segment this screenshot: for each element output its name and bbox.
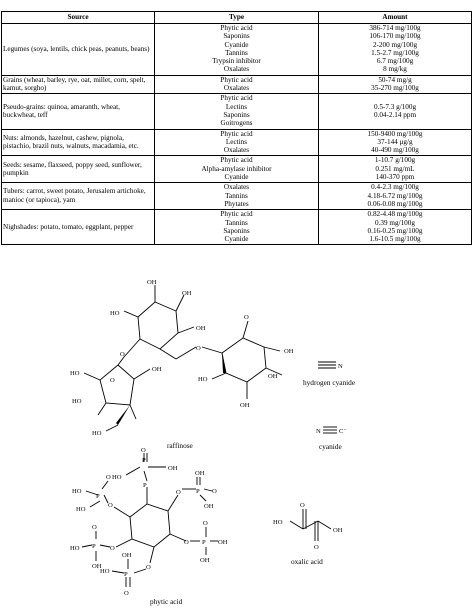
phytic-oh-4: OH (218, 539, 228, 546)
phytic-oh-7: OH (92, 563, 102, 570)
amount-line: 0.04-2.14 ppm (373, 110, 417, 119)
source-cell (2, 129, 155, 156)
phytic-o-9: O (92, 524, 97, 531)
source-text: Tubers: carrot, sweet potato, Jerusalem artichoke, manioc (or tapioca), yam (3, 187, 146, 204)
source-text: Grains (wheat, barley, rye, oat, millet, corn, spelt, kamut, sorgho) (3, 75, 146, 93)
table-row (2, 94, 472, 129)
phytic-o-3: O (212, 488, 217, 495)
type-line: Saponins (223, 226, 250, 235)
type-line: Oxalates (223, 65, 250, 74)
oxalic-ho: HO (273, 519, 283, 526)
raffinose-oh-9: OH (152, 366, 162, 373)
phytic-ho-1: HO (112, 474, 122, 481)
type-cell (155, 75, 319, 94)
amount-line: 0.251 mg/mL (375, 164, 415, 173)
phytic-p-2: P (196, 488, 200, 495)
phytic-p-6: P (96, 493, 100, 500)
raffinose-ho-6: HO (198, 376, 208, 383)
phytic-o-10: O (108, 502, 113, 509)
raffinose-oh-8: OH (268, 373, 278, 380)
amount-cell (319, 94, 472, 129)
source-text: Legumes (soya, lentils, chick peas, peanuts, beans) (3, 44, 150, 53)
phytic-p-top: P (142, 457, 146, 464)
amount-cell (319, 75, 472, 94)
raffinose-ho-2: HO (110, 310, 120, 317)
type-line: Phytic acid (220, 24, 253, 32)
type-line: Alpha-amylase inhibitor (201, 164, 272, 173)
type-line: Phytic acid (220, 94, 253, 103)
amount-line: 1.6-10.5 mg/100g (369, 235, 421, 244)
source-cell (2, 183, 155, 210)
type-line: Cyanide (224, 173, 249, 182)
phytic-ho-3: HO (70, 545, 80, 552)
amount-line: 0.39 mg/100g (375, 218, 415, 227)
amount-line: 106-170 mg/100g (369, 32, 421, 41)
oxalic-acid-label: oxalic acid (291, 557, 323, 566)
raffinose-label: raffinose (167, 441, 193, 450)
amount-line: 386-714 mg/100g (369, 24, 421, 32)
phytic-o-5: O (203, 520, 208, 527)
table-row (2, 156, 472, 183)
type-cell (155, 129, 319, 156)
table-header-row (2, 12, 472, 24)
phytic-oh-2: OH (195, 470, 205, 477)
type-line: Phytic acid (220, 210, 253, 219)
hcn-nitrogen: N (338, 363, 343, 370)
table-row (2, 75, 472, 94)
phytic-o-4: O (184, 539, 189, 546)
type-cell (155, 94, 319, 129)
phytic-p-4: P (124, 571, 128, 578)
phytic-o-1: O (141, 447, 146, 454)
phytic-acid-structure (70, 447, 228, 606)
raffinose-oh-1: OH (147, 279, 157, 286)
amount-line: 0.82-4.48 mg/100g (367, 210, 423, 219)
type-line: Phytic acid (220, 75, 253, 84)
phytic-oh-1: OH (168, 465, 178, 472)
amount-line: 2-200 mg/100g (372, 40, 418, 49)
source-cell (2, 210, 155, 245)
amount-line: 35-270 mg/100g (371, 84, 419, 93)
source-cell (2, 24, 155, 76)
header-source: Source (2, 12, 155, 24)
type-cell (155, 24, 319, 76)
phytic-ho-4: HO (72, 488, 82, 495)
raffinose-oh-3: OH (182, 290, 192, 297)
type-line: Tannins (225, 218, 248, 227)
amount-line: 1-10.7 g/100g (374, 156, 416, 165)
type-line: Cyanide (224, 40, 249, 49)
type-cell (155, 183, 319, 210)
amount-cell (319, 210, 472, 245)
table-row (2, 210, 472, 245)
phytic-o-7: O (124, 590, 129, 597)
amount-cell (319, 156, 472, 183)
amount-line (320, 94, 470, 102)
table-row (2, 183, 472, 210)
cyanide-nitrogen: N (316, 428, 321, 435)
hydrogen-cyanide-label: hydrogen cyanide (303, 378, 356, 387)
source-text: Seeds: sesame, flaxseed, poppy seed, sunflower, pumpkin (3, 160, 142, 177)
raffinose-oh-5: OH (284, 348, 294, 355)
type-line: Saponins (223, 32, 250, 41)
raffinose-ho-10: HO (70, 370, 80, 377)
phytic-o-2: O (176, 489, 181, 496)
amount-line: 140-370 ppm (375, 173, 415, 182)
amount-cell (319, 24, 472, 76)
raffinose-oh-4: OH (196, 325, 206, 332)
source-cell (2, 75, 155, 94)
phytic-o-6: O (146, 564, 151, 571)
header-type: Type (155, 12, 319, 24)
chemical-structures-figure (0, 255, 474, 608)
raffinose-structure (70, 279, 294, 450)
amount-line: 1.5-2.7 mg/100g (371, 48, 419, 57)
type-line: Oxalates (223, 183, 250, 192)
source-cell (2, 94, 155, 129)
type-line: Oxalates (223, 84, 250, 93)
raffinose-o-furanose: O (110, 377, 115, 384)
cyanide-structure (316, 427, 347, 451)
phytic-ho-2: HO (100, 568, 110, 575)
table-row (2, 24, 472, 76)
oxalic-oh: OH (333, 527, 343, 534)
raffinose-o-bridge: O (196, 345, 201, 352)
amount-cell (319, 129, 472, 156)
table-row (2, 129, 472, 156)
phytic-oh-6: OH (122, 552, 132, 559)
type-line: Trypsin inhibitor (212, 57, 261, 66)
amount-cell (319, 183, 472, 210)
type-line: Goitrogens (220, 119, 253, 128)
type-line: Phytic acid (220, 129, 253, 138)
amount-line (320, 119, 470, 127)
type-line: Lectins (225, 137, 248, 146)
phytic-p-5: P (92, 543, 96, 550)
raffinose-ho-12: HO (92, 430, 102, 437)
type-line: Tannins (225, 48, 248, 57)
raffinose-oh-7: OH (240, 402, 250, 409)
oxalic-acid-structure (273, 502, 343, 566)
amount-line: 40-490 mg/100g (371, 146, 419, 155)
header-amount: Amount (319, 12, 472, 24)
phytic-acid-label: phytic acid (150, 597, 183, 606)
amount-line: 6.7 mg/100g (376, 57, 414, 66)
phytic-oh-3: OH (204, 503, 214, 510)
hydrogen-cyanide-structure (303, 362, 355, 387)
amount-line: 37-144 μg/g (377, 137, 413, 146)
type-line: Lectins (225, 102, 248, 111)
phytic-o-11: O (106, 474, 111, 481)
amount-line: 0.4-2.3 mg/100g (371, 183, 419, 192)
type-line: Phytates (224, 199, 249, 208)
source-text: Pseudo-grains: quinoa, amaranth, wheat, buckwheat, teff (3, 102, 120, 119)
amount-line: 50-74 mg/g (378, 75, 412, 84)
type-line: Phytic acid (220, 156, 253, 165)
source-cell (2, 156, 155, 183)
type-cell (155, 156, 319, 183)
phytic-oh-5: OH (200, 557, 210, 564)
amount-line: 150-9400 mg/100g (367, 129, 423, 138)
phytic-p-1: P (143, 482, 147, 489)
amount-line: 4.18-6.72 mg/100g (367, 191, 423, 200)
amount-line: 0.5-7.3 g/100g (373, 102, 417, 111)
amount-line: 0.16-0.25 mg/100g (367, 226, 423, 235)
type-cell (155, 210, 319, 245)
phytic-ho-5: HO (76, 506, 86, 513)
oxalic-o-2: O (314, 544, 319, 551)
antinutrient-table (1, 11, 472, 245)
type-line: Cyanide (224, 235, 249, 244)
cyanide-label: cyanide (319, 442, 342, 451)
raffinose-o-ring: O (244, 314, 249, 321)
oxalic-o-1: O (300, 502, 305, 509)
type-line: Tannins (225, 191, 248, 200)
cyanide-carbon: C⁻ (339, 428, 347, 435)
type-line: Oxalates (223, 146, 250, 155)
source-text: Nuts: almonds, hazelnut, cashew, pignola, pistachio, brazil nuts, walnuts, macadamia, etc. (3, 133, 139, 150)
source-text: Nighshades: potato, tomato, eggplant, pepper (3, 222, 134, 231)
amount-line: 0.06-0.08 mg/100g (367, 199, 423, 208)
phytic-p-3: P (202, 539, 206, 546)
raffinose-ho-11: HO (72, 398, 82, 405)
type-line: Saponins (223, 110, 250, 119)
raffinose-o-glycosidic: O (120, 351, 125, 358)
amount-line: 8 mg/kg (383, 65, 407, 74)
phytic-o-8: O (110, 545, 115, 552)
